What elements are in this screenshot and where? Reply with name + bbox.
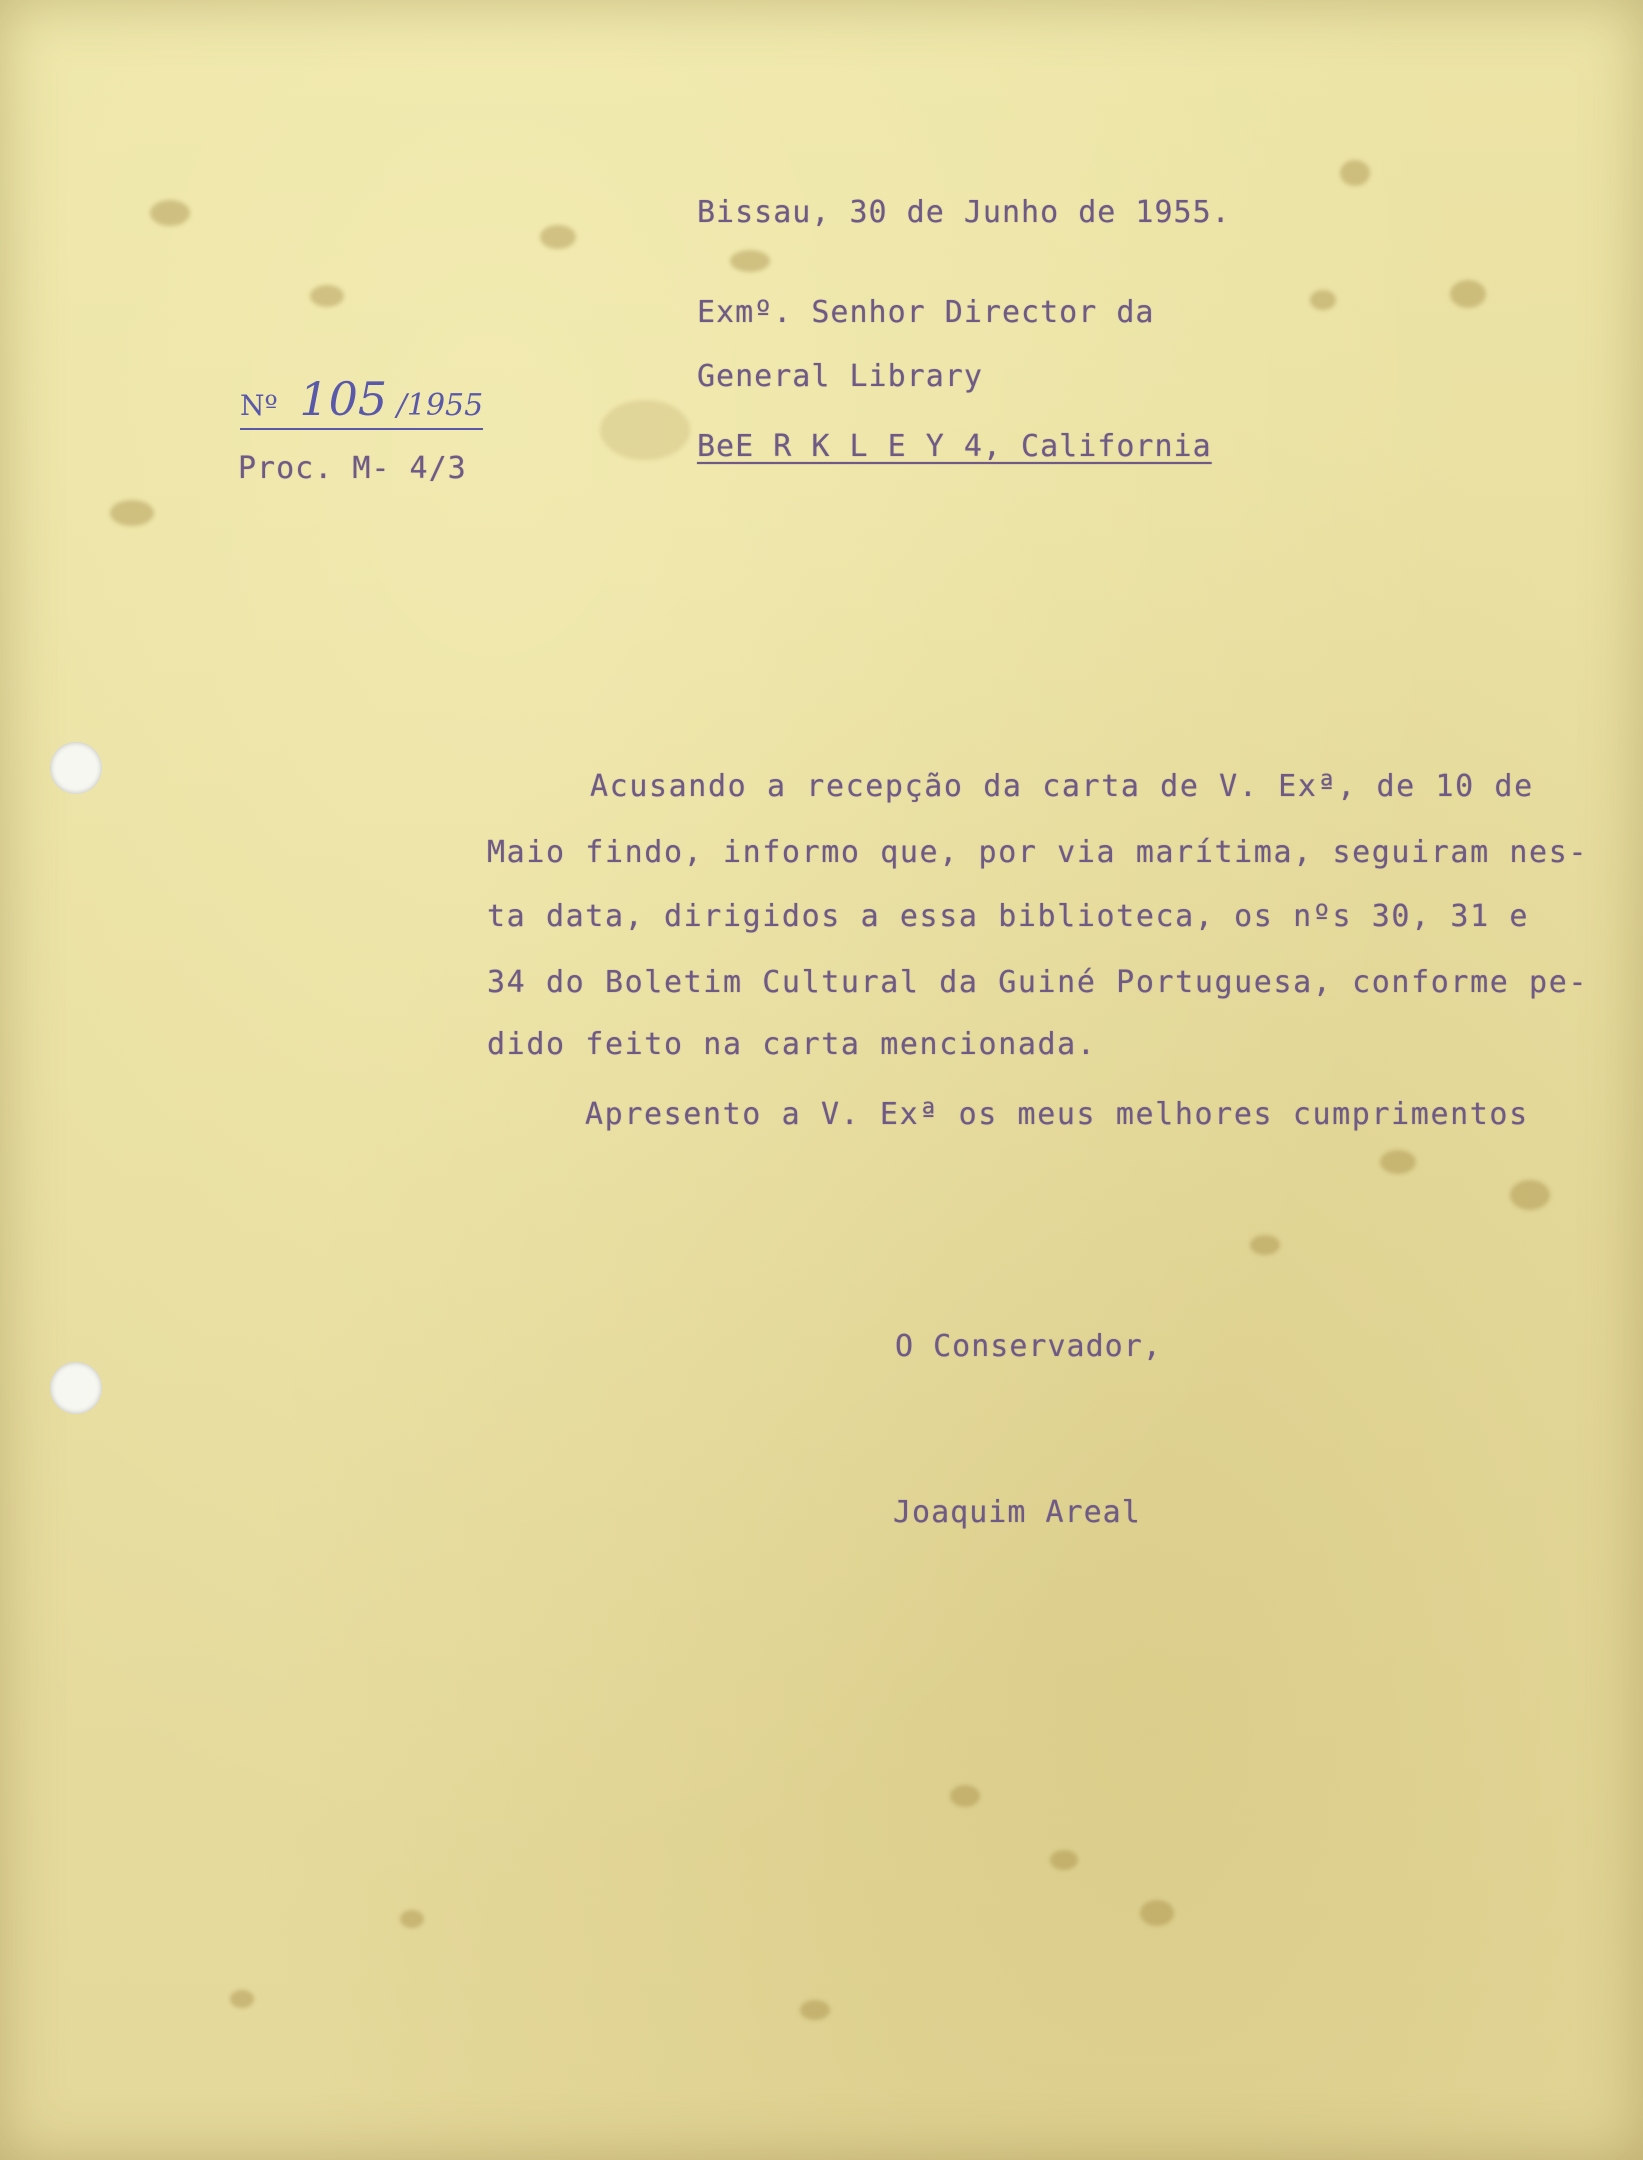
reference-handwritten-number: 105 [299,372,388,426]
reference-number [240,372,483,430]
addressee-institution: General Library [697,359,983,394]
stain-mark [1050,1850,1078,1870]
stain-mark [1340,160,1370,186]
process-reference: Proc. M- 4/3 [238,451,467,486]
punch-hole-bottom [50,1362,102,1414]
stain-mark [800,2000,830,2020]
body-line: ta data, dirigidos a essa biblioteca, os nºs 30, 31 e [487,899,1530,934]
stain-mark [230,1990,254,2008]
body-line: Acusando a recepção da carta de V. Exª, de 10 de [590,769,1534,804]
date-line: Bissau, 30 de Junho de 1955. [697,195,1231,230]
stain-mark [310,285,344,307]
stain-mark [1140,1900,1174,1926]
stain-mark [730,250,770,272]
stain-mark [1510,1180,1550,1210]
reference-year: /1955 [396,388,484,423]
stain-mark [400,1910,424,1928]
body-line: Maio findo, informo que, por via marítima, seguiram nes- [487,835,1589,870]
body-line: 34 do Boletim Cultural da Guiné Portuguesa, conforme pe- [487,965,1589,1000]
signature-name: Joaquim Areal [893,1495,1141,1530]
closing-line: Apresento a V. Exª os meus melhores cumprimentos [585,1097,1529,1132]
stain-mark [1250,1235,1280,1255]
signature-title: O Conservador, [895,1329,1162,1364]
stain-mark [540,225,576,249]
addressee-city: BeE R K L E Y 4, California [697,429,1212,464]
addressee-salutation: Exmº. Senhor Director da [697,295,1155,330]
stain-mark [150,200,190,226]
stain-mark [1380,1150,1416,1174]
body-line: dido feito na carta mencionada. [487,1027,1097,1062]
stain-mark [950,1785,980,1807]
stain-mark [600,400,690,460]
reference-prefix: Nº [240,389,278,422]
stain-mark [110,500,154,526]
punch-hole-top [50,742,102,794]
stain-mark [1450,280,1486,308]
stain-mark [1310,290,1336,310]
